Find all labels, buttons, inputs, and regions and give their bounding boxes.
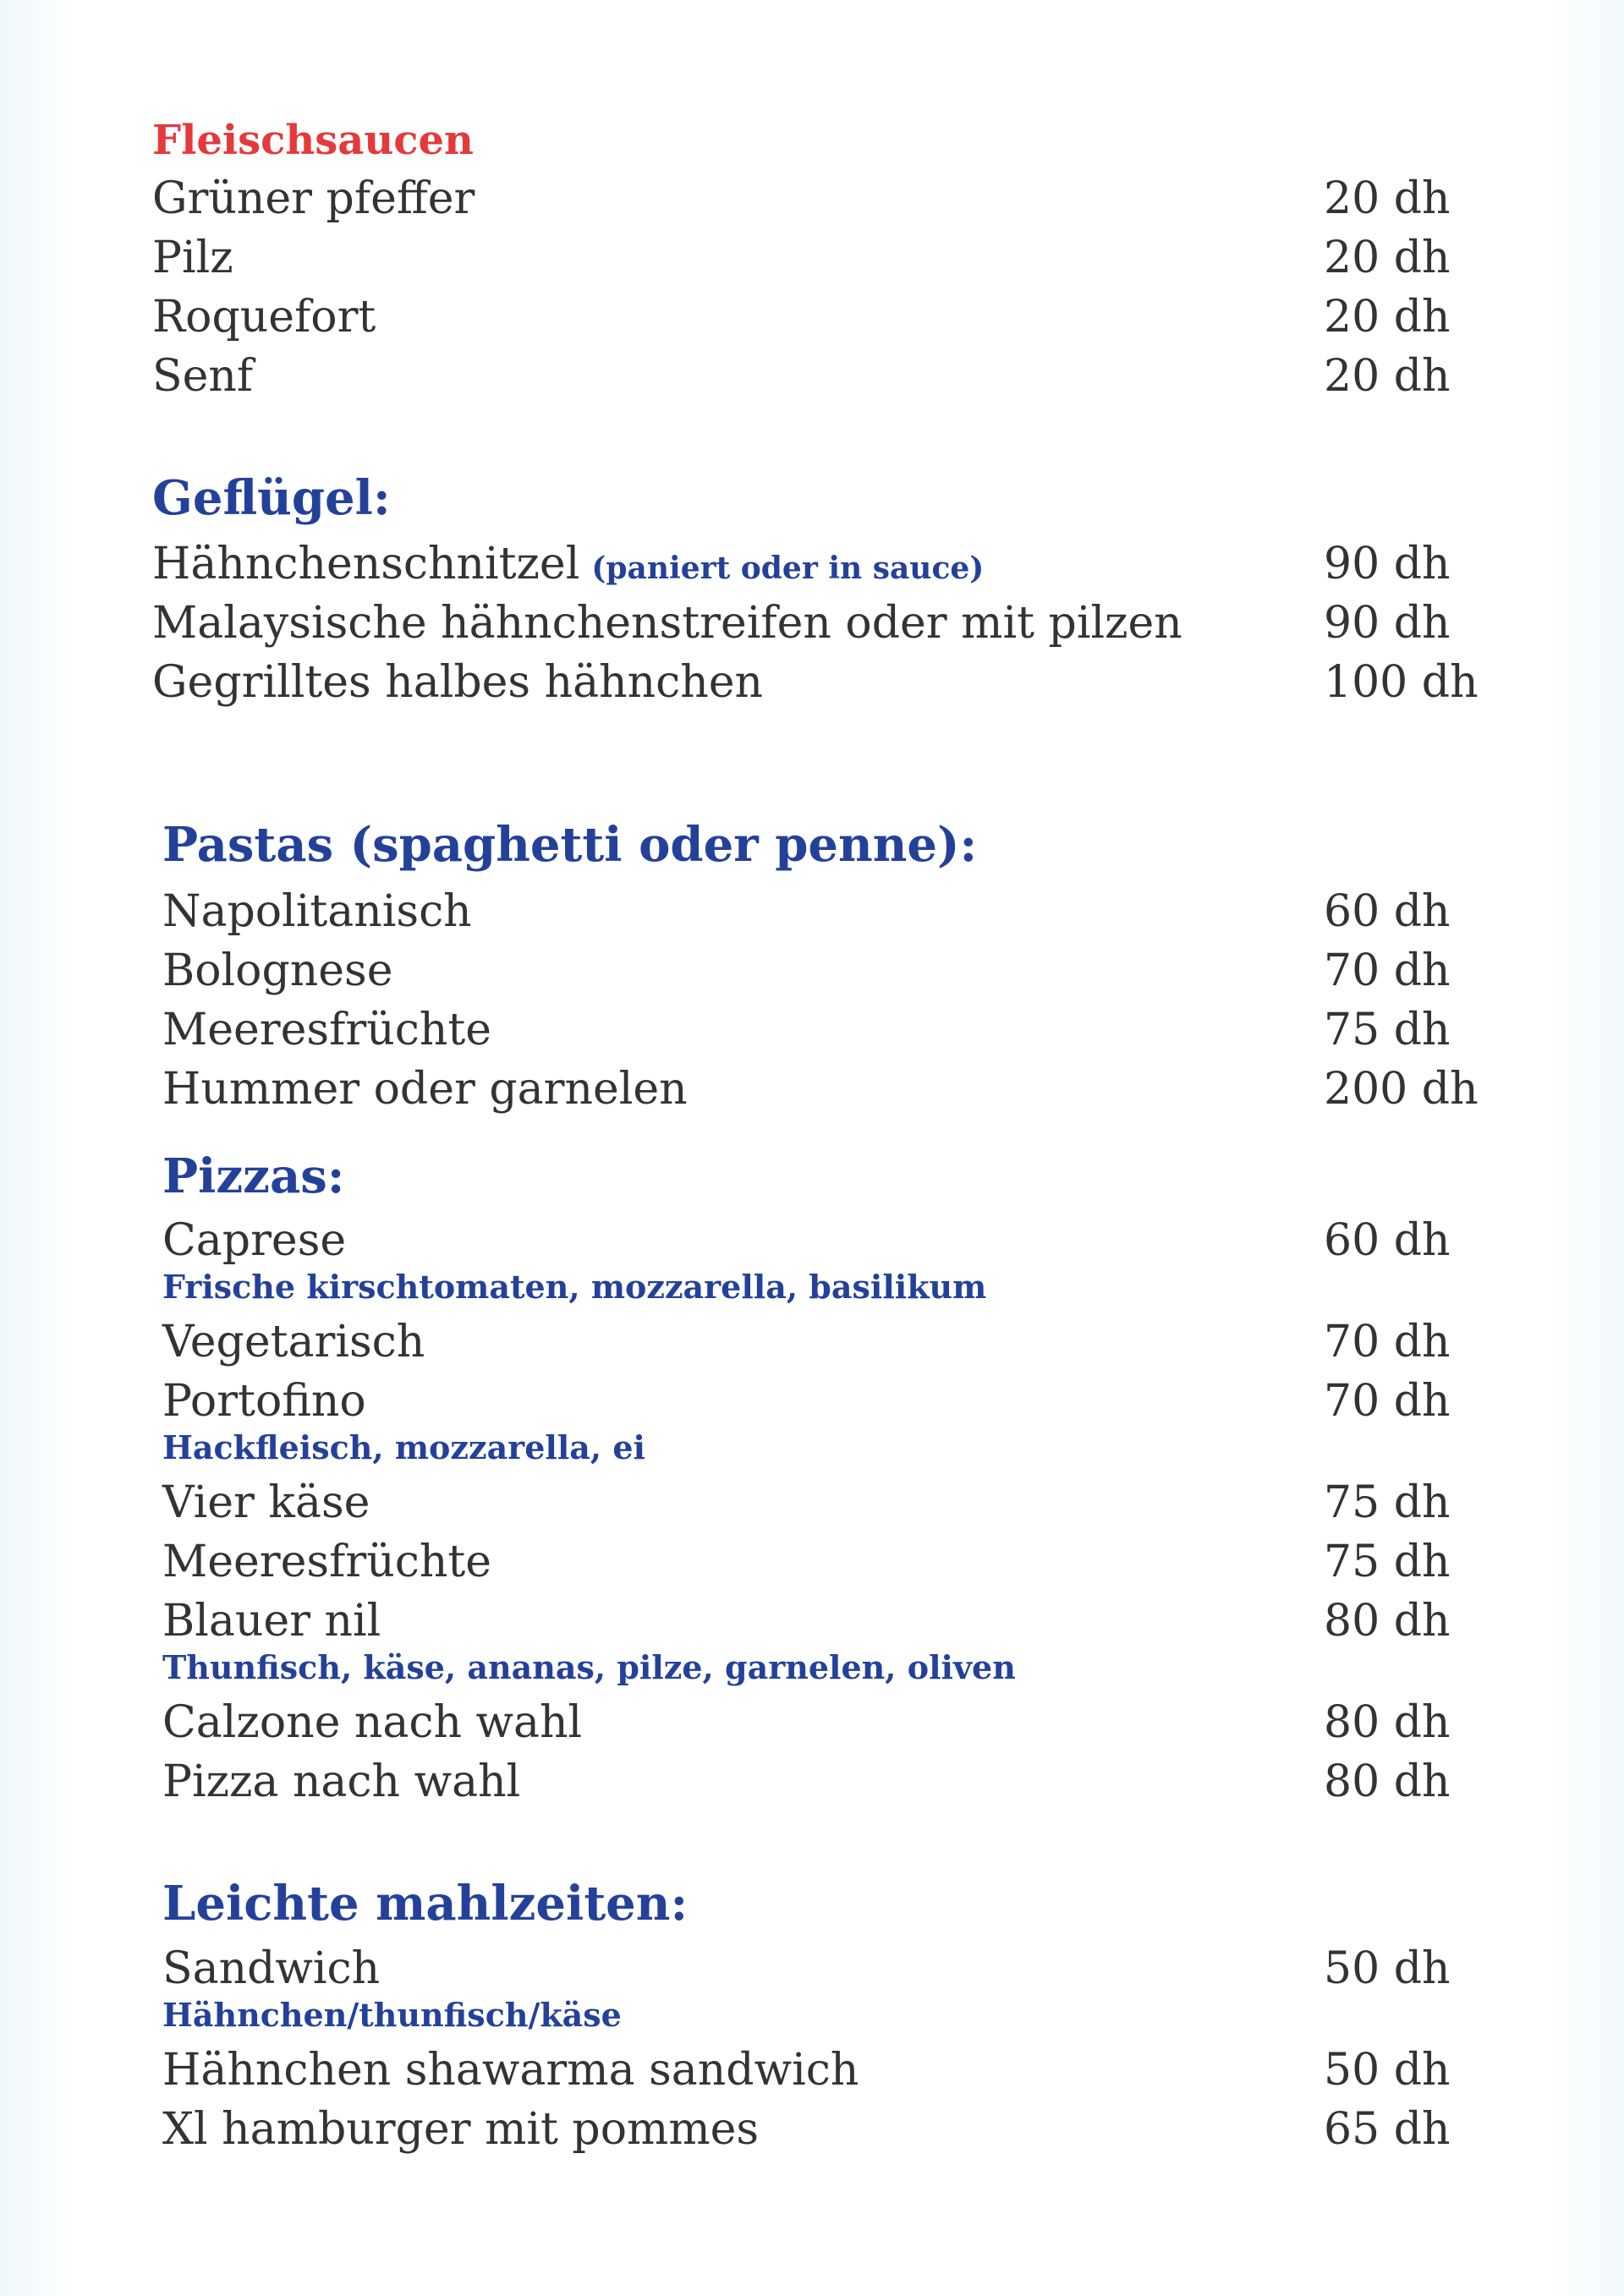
item-price: 20 dh xyxy=(1324,233,1451,283)
section-heading-fleischsaucen: Fleischsaucen xyxy=(152,117,474,164)
section-heading-pastas: Pastas (spaghetti oder penne): xyxy=(162,817,978,873)
item-description: Hähnchen/thunfisch/käse xyxy=(162,1996,622,2034)
item-price: 80 dh xyxy=(1324,1697,1451,1748)
item-name: Blauer nil xyxy=(162,1596,381,1647)
item-price: 200 dh xyxy=(1324,1064,1479,1115)
item-price: 60 dh xyxy=(1324,1215,1451,1266)
item-name: Napolitanisch xyxy=(162,886,472,937)
item-price: 80 dh xyxy=(1324,1756,1451,1807)
item-price: 75 dh xyxy=(1324,1537,1451,1587)
item-name: Senf xyxy=(152,351,254,402)
menu-item xyxy=(0,1000,1624,1060)
menu-item xyxy=(0,594,1624,653)
menu-item xyxy=(0,1211,1624,1270)
item-price: 90 dh xyxy=(1324,598,1451,649)
menu-item xyxy=(0,1592,1624,1651)
item-note: (paniert oder in sauce) xyxy=(591,551,985,586)
item-name: Meeresfrüchte xyxy=(162,1537,491,1587)
menu-item xyxy=(0,169,1624,228)
item-price: 20 dh xyxy=(1324,173,1451,224)
item-description: Hackfleisch, mozzarella, ei xyxy=(162,1428,645,1466)
item-name: Hähnchen shawarma sandwich xyxy=(162,2045,859,2096)
menu-item xyxy=(0,1693,1624,1752)
menu-item xyxy=(0,2100,1624,2159)
item-price: 70 dh xyxy=(1324,1317,1451,1367)
section-heading-pizzas: Pizzas: xyxy=(162,1148,345,1204)
menu-item xyxy=(0,1752,1624,1811)
item-price: 20 dh xyxy=(1324,351,1451,402)
item-price: 65 dh xyxy=(1324,2104,1451,2155)
item-name: Hummer oder garnelen xyxy=(162,1064,688,1115)
menu-item xyxy=(0,653,1624,712)
menu-item xyxy=(0,534,1624,594)
menu-item xyxy=(0,1372,1624,1431)
item-name: Vegetarisch xyxy=(162,1317,425,1367)
item-name: Grüner pfeffer xyxy=(152,173,475,224)
item-price: 20 dh xyxy=(1324,292,1451,342)
item-name: Vier käse xyxy=(162,1477,370,1528)
item-name: Caprese xyxy=(162,1215,347,1266)
section-heading-gefluegel: Geflügel: xyxy=(152,470,391,526)
menu-item xyxy=(0,1532,1624,1592)
item-price: 75 dh xyxy=(1324,1005,1451,1055)
menu-item xyxy=(0,288,1624,347)
item-name: Sandwich xyxy=(162,1943,381,1994)
item-price: 50 dh xyxy=(1324,1943,1451,1994)
item-price: 100 dh xyxy=(1324,657,1479,708)
menu-item xyxy=(0,1473,1624,1532)
item-name: Portofino xyxy=(162,1376,366,1427)
item-name: Roquefort xyxy=(152,292,376,342)
item-price: 80 dh xyxy=(1324,1596,1451,1647)
item-name: Pilz xyxy=(152,233,233,283)
menu-item xyxy=(0,2041,1624,2100)
item-price: 70 dh xyxy=(1324,1376,1451,1427)
item-name: Calzone nach wahl xyxy=(162,1697,583,1748)
menu-item xyxy=(0,228,1624,288)
item-name-text: Hähnchenschnitzel xyxy=(152,539,580,589)
item-price: 50 dh xyxy=(1324,2045,1451,2096)
item-description: Thunfisch, käse, ananas, pilze, garnelen, oliven xyxy=(162,1648,1016,1686)
item-name: Pizza nach wahl xyxy=(162,1756,521,1807)
item-price: 90 dh xyxy=(1324,539,1451,589)
menu-item xyxy=(0,1312,1624,1372)
menu-item xyxy=(0,1060,1624,1119)
item-name xyxy=(152,534,984,598)
item-name: Xl hamburger mit pommes xyxy=(162,2104,760,2155)
menu-item xyxy=(0,1939,1624,1998)
item-price: 75 dh xyxy=(1324,1477,1451,1528)
menu-item xyxy=(0,347,1624,406)
section-heading-leichte-mahlzeiten: Leichte mahlzeiten: xyxy=(162,1876,689,1932)
item-price: 60 dh xyxy=(1324,886,1451,937)
menu-item xyxy=(0,941,1624,1000)
item-name: Gegrilltes halbes hähnchen xyxy=(152,657,763,708)
item-name: Bolognese xyxy=(162,945,393,996)
item-description: Frische kirschtomaten, mozzarella, basilikum xyxy=(162,1268,987,1306)
item-price: 70 dh xyxy=(1324,945,1451,996)
item-name: Meeresfrüchte xyxy=(162,1005,491,1055)
menu-item xyxy=(0,882,1624,941)
item-name: Malaysische hähnchenstreifen oder mit pilzen xyxy=(152,598,1182,649)
